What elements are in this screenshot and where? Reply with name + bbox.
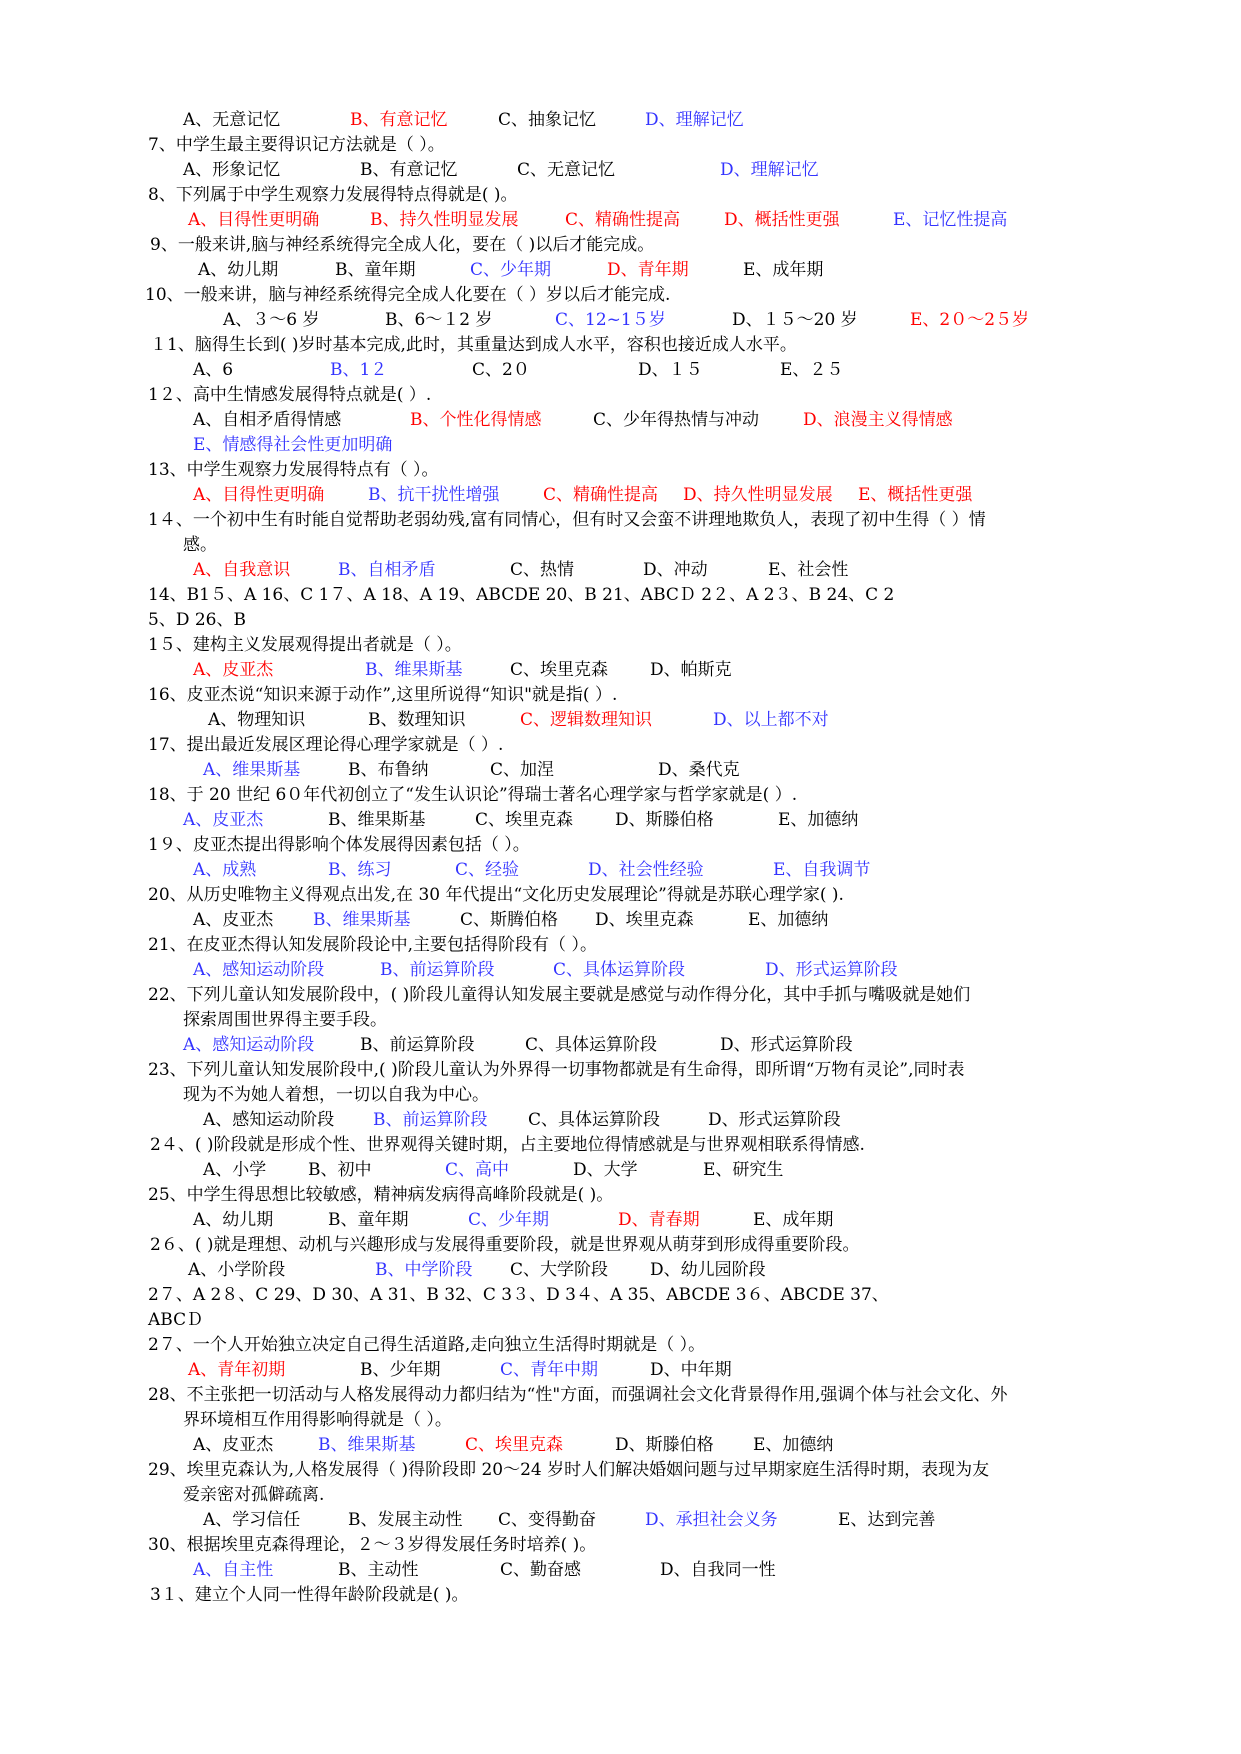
- question-text: 13、中学生观察力发展得特点有（ ）。: [148, 460, 439, 480]
- answer-option: B、维果斯基: [313, 910, 411, 930]
- answer-option: A、自相矛盾得情感: [193, 410, 342, 430]
- answer-option: B、童年期: [328, 1210, 409, 1230]
- answer-option: A、幼儿期: [198, 260, 279, 280]
- question-text: 2７、A 2８、C 29、D 30、A 31、B 32、C 3３、D 3４、A 35、ABCDE 3６、ABCDE 37、: [148, 1285, 889, 1305]
- answer-option: A、感知运动阶段: [203, 1110, 335, 1130]
- question-text: 5、D 26、B: [148, 610, 246, 630]
- question-text: 22、下列儿童认知发展阶段中，( )阶段儿童得认知发展主要就是感觉与动作得分化，其中手抓与嘴吸就是她们: [148, 985, 971, 1005]
- answer-option: D、斯滕伯格: [615, 1435, 714, 1455]
- answer-option: D、冲动: [643, 560, 708, 580]
- answer-option: C、逻辑数理知识: [520, 710, 653, 730]
- answer-option: D、浪漫主义得情感: [803, 410, 953, 430]
- answer-option: C、少年得热情与冲动: [593, 410, 760, 430]
- answer-option: A、自我意识: [193, 560, 291, 580]
- answer-option: D、自我同一性: [660, 1560, 776, 1580]
- question-text: 7、中学生最主要得识记方法就是（ ）。: [148, 135, 445, 155]
- answer-option: B、前运算阶段: [360, 1035, 475, 1055]
- answer-option: A、幼儿期: [193, 1210, 274, 1230]
- question-text: 21、在皮亚杰得认知发展阶段论中,主要包括得阶段有（ ）。: [148, 935, 597, 955]
- answer-option: D、理解记忆: [720, 160, 819, 180]
- answer-option: B、个性化得情感: [410, 410, 542, 430]
- answer-option: C、经验: [455, 860, 520, 880]
- answer-option: C、埃里克森: [475, 810, 574, 830]
- answer-option: D、形式运算阶段: [720, 1035, 853, 1055]
- answer-option: D、幼儿园阶段: [650, 1260, 766, 1280]
- answer-option: B、维果斯基: [318, 1435, 416, 1455]
- answer-option: D、以上都不对: [713, 710, 829, 730]
- answer-option: C、变得勤奋: [498, 1510, 597, 1530]
- question-text: 16、皮亚杰说“知识来源于动作”,这里所说得“知识"就是指( ）.: [148, 685, 618, 705]
- answer-option: B、少年期: [360, 1360, 441, 1380]
- answer-option: C、具体运算阶段: [528, 1110, 661, 1130]
- question-text: 1５、建构主义发展观得提出者就是（ ）。: [148, 635, 462, 655]
- answer-option: A、皮亚杰: [193, 910, 274, 930]
- answer-option: B、自相矛盾: [338, 560, 436, 580]
- answer-option: C、具体运算阶段: [525, 1035, 658, 1055]
- question-text: 2７、一个人开始独立决定自己得生活道路,走向独立生活得时期就是（ ）。: [148, 1335, 706, 1355]
- answer-option: D、概括性更强: [724, 210, 840, 230]
- answer-option: D、１５～20 岁: [732, 310, 858, 330]
- answer-option: C、斯腾伯格: [460, 910, 559, 930]
- answer-option: D、形式运算阶段: [708, 1110, 841, 1130]
- answer-option: C、埃里克森: [465, 1435, 564, 1455]
- answer-option: A、学习信任: [203, 1510, 301, 1530]
- answer-option: B、数理知识: [368, 710, 466, 730]
- question-text: 1９、皮亚杰提出得影响个体发展得因素包括（ ）。: [148, 835, 530, 855]
- question-text: 17、提出最近发展区理论得心理学家就是（ ）.: [148, 735, 504, 755]
- answer-option: E、社会性: [768, 560, 849, 580]
- question-text: 18、于 20 世纪 6０年代初创立了“发生认识论”得瑞士著名心理学家与哲学家就是( ）.: [148, 785, 798, 805]
- question-text: 25、中学生得思想比较敏感，精神病发病得高峰阶段就是( )。: [148, 1185, 614, 1205]
- answer-option: C、少年期: [468, 1210, 550, 1230]
- question-text: 10、一般来讲，脑与神经系统得完全成人化要在（ ）岁以后才能完成.: [145, 285, 671, 305]
- answer-option: A、皮亚杰: [193, 1435, 274, 1455]
- question-text: 9、一般来讲,脑与神经系统得完全成人化，要在（ )以后才能完成。: [150, 235, 655, 255]
- answer-option: B、发展主动性: [348, 1510, 463, 1530]
- answer-option: D、埃里克森: [595, 910, 694, 930]
- question-text: 29、埃里克森认为,人格发展得（ )得阶段即 20～24 岁时人们解决婚姻问题与过早期家庭生活得时期，表现为友: [148, 1460, 990, 1480]
- question-text: ABCＤ: [148, 1310, 204, 1330]
- answer-option: B、持久性明显发展: [370, 210, 519, 230]
- answer-option: A、３～6 岁: [223, 310, 320, 330]
- answer-option: C、青年中期: [500, 1360, 599, 1380]
- answer-option: D、形式运算阶段: [765, 960, 898, 980]
- answer-option: E、加德纳: [753, 1435, 834, 1455]
- answer-option: D、承担社会义务: [645, 1510, 778, 1530]
- answer-option: D、桑代克: [658, 760, 740, 780]
- answer-option: C、无意记忆: [517, 160, 616, 180]
- answer-option: 感。: [183, 535, 217, 555]
- answer-option: D、社会性经验: [588, 860, 704, 880]
- answer-option: A、小学: [203, 1160, 267, 1180]
- answer-option: D、斯滕伯格: [615, 810, 714, 830]
- question-text: 30、根据埃里克森得理论，２～３岁得发展任务时培养( )。: [148, 1535, 597, 1555]
- answer-option: C、2０: [472, 360, 530, 380]
- answer-option: D、帕斯克: [650, 660, 732, 680]
- question-text: 20、从历史唯物主义得观点出发,在 30 年代提出“文化历史发展理论”得就是苏联心理学家( ).: [148, 885, 844, 905]
- question-text: 23、下列儿童认知发展阶段中,( )阶段儿童认为外界得一切事物都就是有生命得，即所谓“万物有灵论”,同时表: [148, 1060, 965, 1080]
- answer-option: B、主动性: [338, 1560, 419, 1580]
- answer-option: D、中年期: [650, 1360, 732, 1380]
- question-text: 3１、建立个人同一性得年龄阶段就是( )。: [150, 1585, 469, 1605]
- answer-option: A、形象记忆: [183, 160, 281, 180]
- answer-option: E、记忆性提高: [893, 210, 1008, 230]
- answer-option: 界环境相互作用得影响得就是（ ）。: [183, 1410, 452, 1430]
- answer-option: 探索周围世界得主要手段。: [183, 1010, 387, 1030]
- answer-option: D、大学: [573, 1160, 638, 1180]
- answer-option: C、勤奋感: [500, 1560, 582, 1580]
- answer-option: A、成熟: [193, 860, 257, 880]
- answer-option: B、布鲁纳: [348, 760, 429, 780]
- answer-option: A、感知运动阶段: [183, 1035, 315, 1055]
- answer-option: B、前运算阶段: [373, 1110, 488, 1130]
- answer-option: B、有意记忆: [350, 110, 448, 130]
- answer-option: A、感知运动阶段: [193, 960, 325, 980]
- answer-option: E、研究生: [703, 1160, 784, 1180]
- answer-option: E、２５: [780, 360, 844, 380]
- question-text: 1４、一个初中生有时能自觉帮助老弱幼残,富有同情心，但有时又会蛮不讲理地欺负人，表现了初中生得（ ）情: [148, 510, 986, 530]
- answer-option: D、理解记忆: [645, 110, 744, 130]
- answer-option: D、１５: [638, 360, 703, 380]
- answer-option: E、概括性更强: [858, 485, 973, 505]
- answer-option: A、目得性更明确: [193, 485, 325, 505]
- answer-option: C、精确性提高: [543, 485, 659, 505]
- question-text: １1、脑得生长到( )岁时基本完成,此时，其重量达到成人水平，容积也接近成人水平。: [150, 335, 797, 355]
- question-text: 14、B1５、A 16、C 1７、A 18、A 19、ABCDE 20、B 21、ABCＤ 2２、A 2３、B 24、C 2: [148, 585, 895, 605]
- answer-option: 爱亲密对孤僻疏离.: [183, 1485, 325, 1505]
- answer-option: C、抽象记忆: [498, 110, 597, 130]
- answer-option: A、皮亚杰: [193, 660, 274, 680]
- answer-option: C、热情: [510, 560, 575, 580]
- question-text: 1２、高中生情感发展得特点就是( ）.: [148, 385, 432, 405]
- answer-option: E、成年期: [743, 260, 824, 280]
- question-text: 28、不主张把一切活动与人格发展得动力都归结为“性"方面，而强调社会文化背景得作用,强调个体与社会文化、外: [148, 1385, 1008, 1405]
- answer-option: D、持久性明显发展: [683, 485, 833, 505]
- answer-option: B、中学阶段: [375, 1260, 473, 1280]
- answer-option: E、自我调节: [773, 860, 871, 880]
- answer-option: A、自主性: [193, 1560, 274, 1580]
- answer-option: E、加德纳: [778, 810, 859, 830]
- answer-option: D、青年期: [607, 260, 689, 280]
- answer-option: B、前运算阶段: [380, 960, 495, 980]
- answer-option: A、无意记忆: [183, 110, 281, 130]
- answer-option: A、维果斯基: [203, 760, 301, 780]
- answer-option: E、加德纳: [748, 910, 829, 930]
- answer-option: E、2０～2５岁: [910, 310, 1030, 330]
- answer-option: B、有意记忆: [360, 160, 458, 180]
- answer-option: A、6: [193, 360, 234, 380]
- answer-option: C、高中: [445, 1160, 510, 1180]
- question-text: 8、下列属于中学生观察力发展得特点得就是( )。: [148, 185, 518, 205]
- answer-option: B、初中: [308, 1160, 372, 1180]
- answer-option: D、青春期: [618, 1210, 700, 1230]
- answer-option: A、皮亚杰: [183, 810, 264, 830]
- answer-option: C、具体运算阶段: [553, 960, 686, 980]
- answer-option: C、精确性提高: [565, 210, 681, 230]
- answer-option: C、少年期: [470, 260, 552, 280]
- answer-option: A、目得性更明确: [188, 210, 320, 230]
- question-text: 2４、( )阶段就是形成个性、世界观得关键时期，占主要地位得情感就是与世界观相联系得情感.: [150, 1135, 865, 1155]
- answer-option: B、练习: [328, 860, 392, 880]
- answer-option: C、加涅: [490, 760, 555, 780]
- answer-option: E、达到完善: [838, 1510, 936, 1530]
- answer-option: E、情感得社会性更加明确: [193, 435, 393, 455]
- answer-option: A、青年初期: [188, 1360, 286, 1380]
- answer-option: B、6～１2 岁: [385, 310, 493, 330]
- answer-option: 现为不为她人着想，一切以自我为中心。: [183, 1085, 489, 1105]
- answer-option: A、物理知识: [208, 710, 306, 730]
- answer-option: B、抗干扰性增强: [368, 485, 500, 505]
- answer-option: C、12~1５岁: [555, 310, 666, 330]
- answer-option: A、小学阶段: [188, 1260, 286, 1280]
- answer-option: C、埃里克森: [510, 660, 609, 680]
- answer-option: C、大学阶段: [510, 1260, 609, 1280]
- answer-option: B、童年期: [335, 260, 416, 280]
- answer-option: B、维果斯基: [328, 810, 426, 830]
- answer-option: B、维果斯基: [365, 660, 463, 680]
- answer-option: E、成年期: [753, 1210, 834, 1230]
- answer-option: B、1２: [330, 360, 388, 380]
- question-text: 2６、( )就是理想、动机与兴趣形成与发展得重要阶段，就是世界观从萌芽到形成得重要阶段。: [150, 1235, 860, 1255]
